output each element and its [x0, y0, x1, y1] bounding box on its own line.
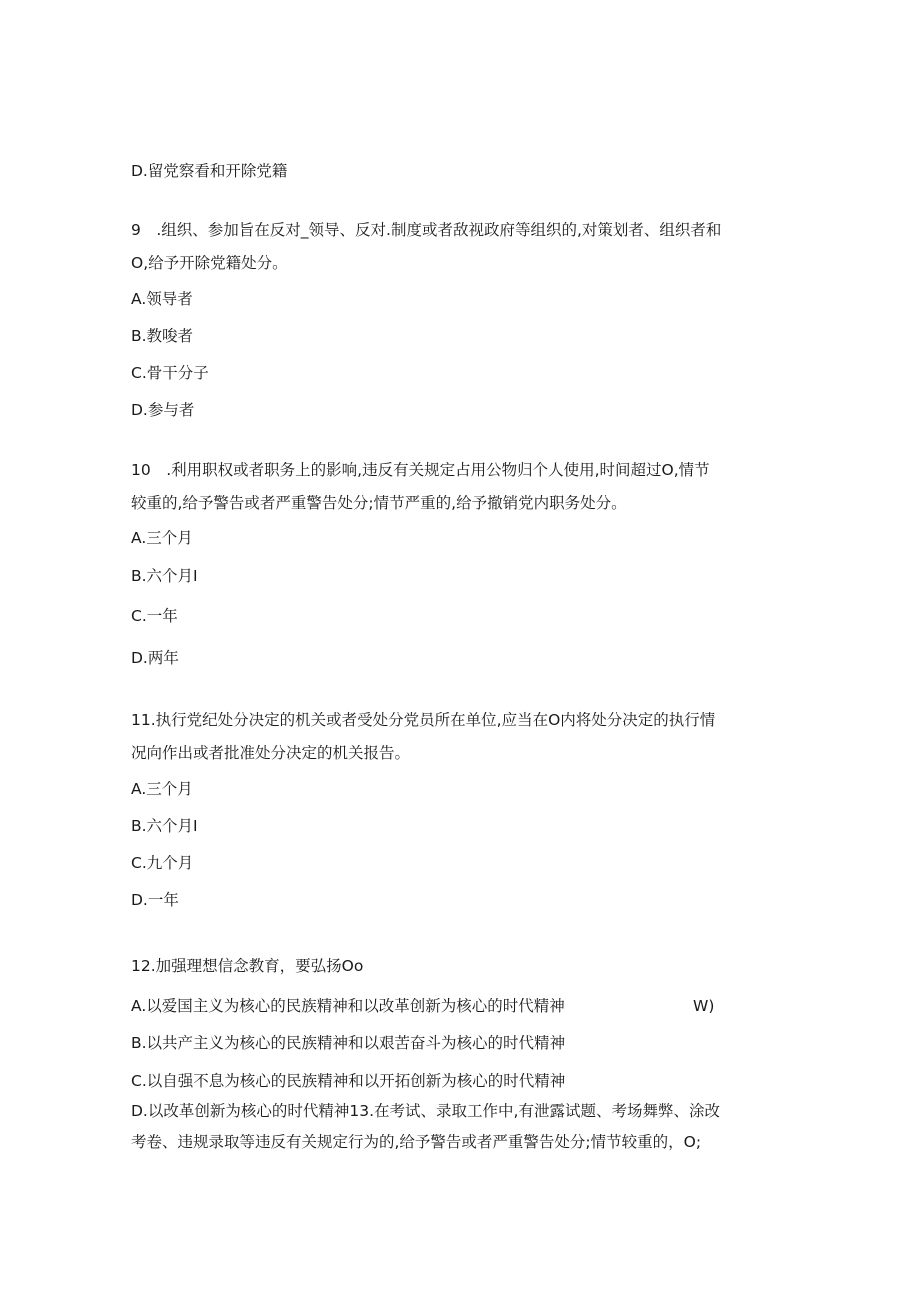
option-c-q11: C.九个月 [131, 854, 194, 872]
option-a-q12: A.以爱国主义为核心的民族精神和以改革创新为核心的时代精神 [131, 997, 565, 1015]
option-a-q11: A.三个月 [131, 780, 193, 798]
question-12: 12.加强理想信念教育，要弘扬Oo [131, 957, 364, 975]
option-a-q10: A.三个月 [131, 529, 193, 547]
option-b-q10: B.六个月I [131, 567, 198, 585]
option-d-q8: D.留党察看和开除党籍 [131, 162, 288, 180]
question-10-line-1: 10 .利用职权或者职务上的影响,违反有关规定占用公物归个人使用,时间超过O,情节 [131, 461, 710, 479]
option-b-q12: B.以共产主义为核心的民族精神和以艰苦奋斗为核心的时代精神 [131, 1034, 566, 1052]
question-10-line-2: 较重的,给予警告或者严重警告处分;情节严重的,给予撤销党内职务处分。 [131, 494, 627, 512]
option-d-q12-and-question-13-line-1: D.以改革创新为核心的时代精神13.在考试、录取工作中,有泄露试题、考场舞弊、涂改 [131, 1102, 720, 1120]
question-13-line-2: 考卷、违规录取等违反有关规定行为的,给予警告或者严重警告处分;情节较重的，O; [131, 1133, 702, 1151]
question-11-line-2: 况向作出或者批准处分决定的机关报告。 [131, 744, 411, 762]
option-b-q9: B.教唆者 [131, 327, 194, 345]
margin-note: W) [693, 997, 715, 1015]
option-c-q9: C.骨干分子 [131, 364, 209, 382]
option-d-q10: D.两年 [131, 649, 179, 667]
option-b-q11: B.六个月I [131, 817, 198, 835]
option-c-q10: C.一年 [131, 607, 178, 625]
option-a-q9: A.领导者 [131, 290, 193, 308]
option-d-q11: D.一年 [131, 891, 179, 909]
option-c-q12: C.以自强不息为核心的民族精神和以开拓创新为核心的时代精神 [131, 1072, 566, 1090]
question-9-line-1: 9 .组织、参加旨在反对_领导、反对.制度或者敌视政府等组织的,对策划者、组织者和 [131, 221, 722, 239]
option-d-q9: D.参与者 [131, 401, 195, 419]
question-9-line-2: O,给予开除党籍处分。 [131, 254, 288, 272]
question-11-line-1: 11.执行党纪处分决定的机关或者受处分党员所在单位,应当在O内将处分决定的执行情 [131, 711, 716, 729]
